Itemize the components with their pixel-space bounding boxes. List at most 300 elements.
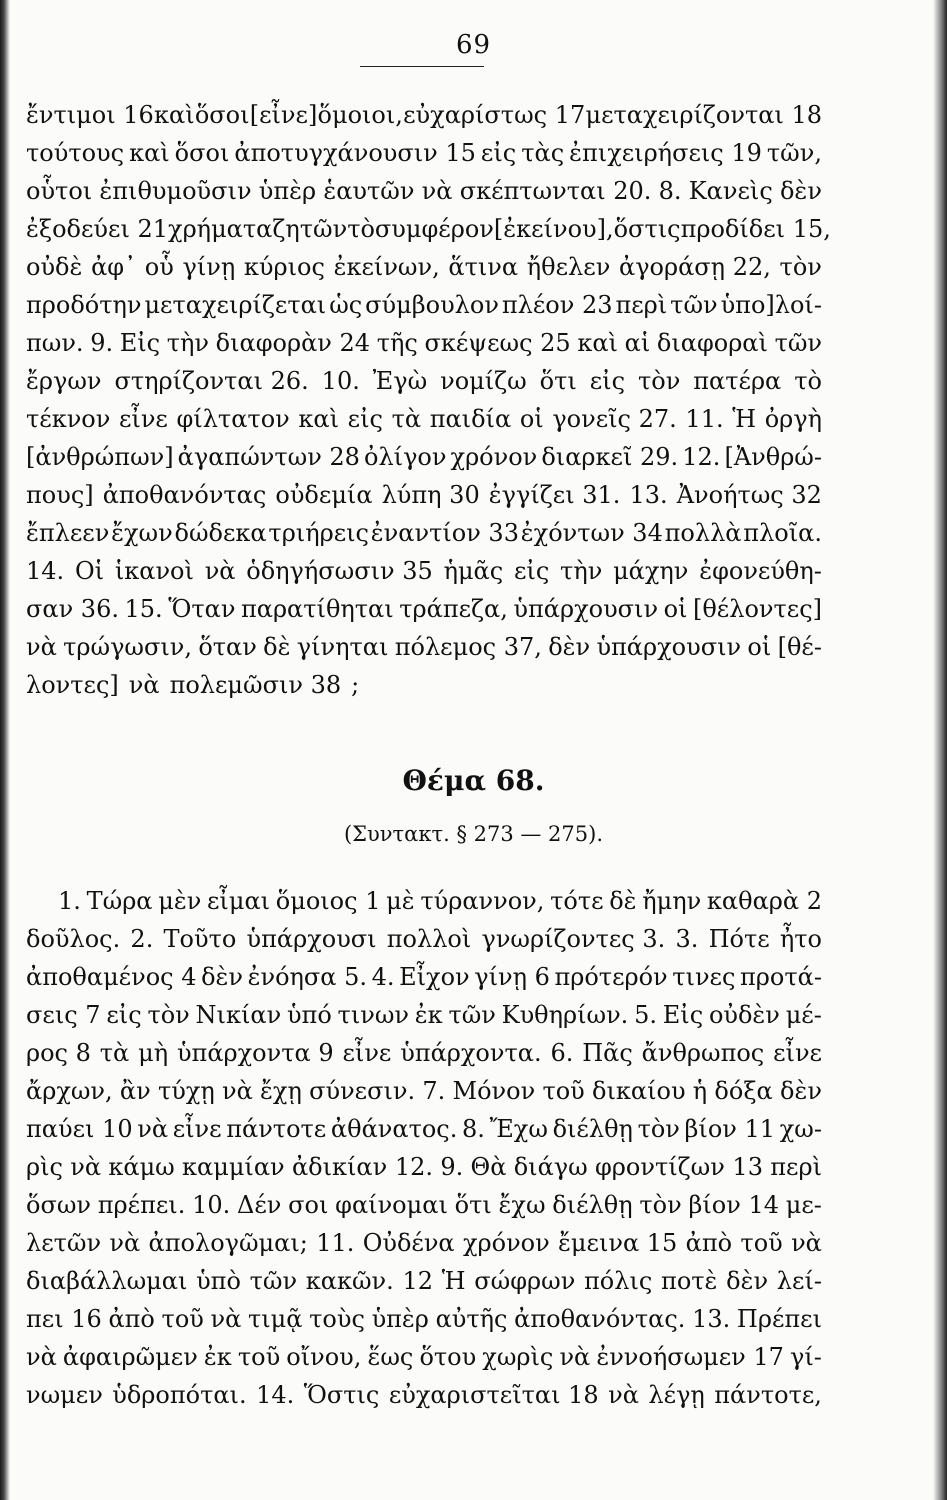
word: τὴν — [166, 329, 210, 357]
word: σκέψεως 25 — [424, 329, 571, 357]
word: καὶ — [577, 329, 618, 357]
word: ὑπὲρ — [371, 1305, 429, 1333]
word: πάντοτε, — [714, 1381, 822, 1409]
word: τῶν — [774, 329, 822, 357]
word: τῶν — [448, 1001, 496, 1029]
word: Ἐγὼ — [372, 367, 428, 395]
word: ὅταν — [198, 633, 257, 661]
word: ὅτου — [419, 1343, 477, 1371]
word: Εἶχον — [399, 963, 470, 991]
word: τότε — [550, 887, 604, 915]
word: ἱκανοὶ — [114, 557, 194, 585]
word: χωρὶς — [482, 1343, 554, 1371]
word: 3. — [675, 925, 699, 953]
word: 13. — [629, 481, 668, 509]
word: χρόνον — [462, 1229, 550, 1257]
word: μὲ — [386, 887, 415, 915]
text-line — [26, 1300, 822, 1338]
section-subtitle: (Συντακτ. § 273 — 275). — [343, 822, 604, 846]
word: 4. — [371, 963, 395, 991]
text-line — [26, 590, 822, 628]
word: ὅστις — [613, 215, 681, 243]
word: τὴν — [560, 557, 603, 585]
word: οὐδὲν — [708, 1001, 780, 1029]
text-line — [26, 134, 822, 172]
word: ἡμᾶς — [443, 557, 504, 585]
word: Εἰς — [662, 1001, 704, 1029]
word: δὲ — [263, 633, 291, 661]
word: 8. — [462, 1115, 485, 1143]
word: κακῶν. — [305, 1267, 394, 1295]
word: νὰ — [128, 671, 160, 699]
word: αἱ — [624, 329, 651, 357]
word: καὶ — [129, 139, 170, 167]
exercise-67-text — [26, 96, 831, 704]
word: πολεμῶσιν 38 — [169, 671, 342, 699]
word: 11. — [685, 405, 724, 433]
word: Ὅστις — [303, 1381, 380, 1409]
word: προδότην — [26, 291, 142, 319]
word: τοῦ — [740, 1229, 783, 1257]
word: σκέπτωνται 20. — [459, 177, 652, 205]
section-title: Θέμα 68. — [402, 764, 545, 797]
word: ὑπάρχουσιν — [513, 595, 659, 623]
word: ἀγοράσῃ 22, — [618, 253, 771, 281]
word: νὰ — [26, 633, 57, 661]
word: Ἔχω — [489, 1115, 548, 1143]
word: γίνηται — [296, 633, 389, 661]
word: χω- — [779, 1115, 822, 1143]
word: καὶ — [298, 405, 339, 433]
word: τράπεζα, — [399, 595, 508, 623]
word: 14. — [26, 557, 65, 585]
word: δὲν — [726, 1267, 769, 1295]
word: 12 — [402, 1267, 434, 1295]
word: ἐχόντων 34 — [520, 519, 663, 547]
word: νωμεν — [26, 1381, 103, 1409]
word: σύνεσιν. — [309, 1077, 416, 1105]
word: Κανεὶς — [688, 177, 773, 205]
word: τὸν — [637, 1115, 680, 1143]
word: ἐπιθυμοῦσιν — [99, 177, 252, 205]
text-line — [26, 172, 822, 210]
text-line — [26, 1034, 822, 1072]
word: ζητῶν — [272, 215, 348, 243]
word: ἀπολογῶμαι; — [148, 1229, 308, 1257]
word: εἰς — [589, 367, 626, 395]
text-line — [26, 628, 822, 666]
word: Νικίαν — [195, 1001, 282, 1029]
word: ἂν — [119, 1077, 151, 1105]
word: οἱ — [519, 405, 544, 433]
text-line — [26, 96, 822, 134]
text-line — [26, 1338, 822, 1376]
word: τῶν, — [766, 139, 822, 167]
word: ἐκ — [414, 1001, 443, 1029]
word: ἤμην — [642, 887, 702, 915]
word: ἑαυτῶν — [323, 177, 415, 205]
word: πους] — [26, 481, 94, 509]
word: τούτους — [26, 139, 125, 167]
word: τῆς — [376, 329, 418, 357]
word: ἐναντίον 33 — [370, 519, 519, 547]
word: Μόνον — [452, 1077, 536, 1105]
text-line — [26, 362, 822, 400]
text-line — [26, 882, 822, 920]
word: τινων — [337, 1001, 409, 1029]
text-line — [26, 552, 822, 590]
word: ὅσοι — [194, 101, 250, 129]
word: ὑπάρχοντα. — [400, 1039, 542, 1067]
word: με- — [785, 1191, 822, 1219]
page-number: 69 — [455, 30, 492, 60]
word: οἱ — [663, 595, 688, 623]
word: τὸν — [147, 1001, 190, 1029]
word: τύχῃ — [157, 1077, 215, 1105]
word: νὰ — [608, 1381, 639, 1409]
word: τύραννον, — [420, 887, 545, 915]
word: Οἱ — [74, 557, 105, 585]
word: ὑπάρχουσιν — [596, 633, 742, 661]
word: παρατίθηται — [240, 595, 394, 623]
word: Οὐδένα — [362, 1229, 455, 1257]
text-line — [26, 1148, 822, 1186]
word: ποτὲ — [661, 1267, 718, 1295]
word: Ἀνοήτως 32 — [676, 481, 822, 509]
word: μεταχειρίζεται — [144, 291, 327, 319]
word: 1. — [58, 887, 81, 915]
word: τὸ — [347, 215, 375, 243]
word: εἶνε — [172, 1115, 222, 1143]
word: ἀποτυγχάνουσιν 15 — [234, 139, 476, 167]
word: ἀποθαμένος 4 — [26, 963, 197, 991]
word: δὲ — [609, 887, 637, 915]
word: διαβάλλωμαι — [26, 1267, 188, 1295]
word: ὑπὸ — [196, 1267, 241, 1295]
word: Εἰς — [119, 329, 161, 357]
word: μεταχειρίζονται 18 — [585, 101, 822, 129]
word: μὲν — [158, 887, 202, 915]
word: παιδία — [429, 405, 512, 433]
word: ὁδηγήσωσιν 35 — [246, 557, 433, 585]
word: τρώγωσιν, — [63, 633, 192, 661]
word: δόξα — [714, 1077, 773, 1105]
text-line — [26, 996, 822, 1034]
word: μέ- — [785, 1001, 822, 1029]
word: [θέλοντες] — [692, 595, 822, 623]
word: ὅτι — [454, 1191, 492, 1219]
word: γίνῃ — [182, 253, 236, 281]
word: 2. — [130, 925, 154, 953]
word: ἔργων — [26, 367, 102, 395]
word: δὲν — [780, 1077, 822, 1105]
text-line — [26, 476, 822, 514]
word: γονεῖς 27. — [552, 405, 677, 433]
word: εἰς — [480, 139, 517, 167]
word: ἔχῃ — [260, 1077, 302, 1105]
word: ἀθάνατος. — [330, 1115, 458, 1143]
word: ἤθελεν — [526, 253, 611, 281]
word: τὸν — [639, 1191, 682, 1219]
word: ἀπὸ — [108, 1305, 155, 1333]
word: νομίζω — [440, 367, 527, 395]
word: Τοῦτο — [163, 925, 237, 953]
word: λετῶν — [26, 1229, 102, 1257]
word: λέγῃ — [648, 1381, 705, 1409]
word: ὑπό — [286, 1001, 332, 1029]
text-line — [26, 1262, 822, 1300]
word: 10. — [192, 1191, 231, 1219]
text-line — [26, 286, 822, 324]
word: αὐτῆς — [435, 1305, 508, 1333]
word: ἀπὸ — [685, 1229, 733, 1257]
word: ἀφαιρῶμεν — [62, 1343, 198, 1371]
word: ὑπὲρ — [258, 177, 317, 205]
word: ἄνθρωπος — [641, 1039, 765, 1067]
word: πων. — [26, 329, 84, 357]
word: 5. — [634, 1001, 657, 1029]
page-right-shadow — [933, 0, 947, 1500]
word: κάμω — [108, 1153, 175, 1181]
word: γνωρίζοντες 3. — [481, 925, 666, 953]
word: ὀλίγον — [364, 443, 447, 471]
word: ὡς — [329, 291, 363, 319]
word: πολλοὶ — [386, 925, 472, 953]
word: ἅτινα — [448, 253, 519, 281]
word: οἱ — [747, 633, 772, 661]
word: πόλεμος 37, — [394, 633, 542, 661]
word: κύριος — [243, 253, 325, 281]
text-line — [26, 438, 822, 476]
word: τινες — [672, 963, 736, 991]
word: εὐχαριστεῖται 18 — [388, 1381, 599, 1409]
word: σύμβουλον — [365, 291, 499, 319]
word: σοι — [288, 1191, 329, 1219]
word: Ἡ — [441, 1267, 466, 1295]
word: ἔχων — [111, 519, 173, 547]
word: πρότερόν — [554, 963, 668, 991]
word: σαν 36. — [26, 595, 119, 623]
word: χρόνον — [450, 443, 538, 471]
word: εὐχαρίστως 17 — [403, 101, 586, 129]
word: 9. — [440, 1153, 464, 1181]
word: [εἶνε] — [249, 101, 318, 129]
word: διαφοραὶ — [656, 329, 768, 357]
word: 15. — [124, 595, 163, 623]
word: ἦτο — [779, 925, 822, 953]
word: 8. — [658, 177, 682, 205]
text-line — [26, 210, 831, 248]
text-line — [26, 958, 822, 996]
word: στηρίζονται 26. — [114, 367, 309, 395]
word: πει 16 — [26, 1305, 102, 1333]
word: ὅμοιοι, — [317, 101, 403, 129]
word: πρέπει. — [97, 1191, 186, 1219]
word: λεί- — [776, 1267, 822, 1295]
word: φροντίζων 13 — [594, 1153, 763, 1181]
word: εἶμαι — [207, 887, 271, 915]
word: 12. — [682, 443, 721, 471]
word: πλέον 23 — [501, 291, 613, 319]
page-number-rule — [360, 66, 484, 67]
word: προδίδει 15, — [680, 215, 831, 243]
text-line — [26, 666, 822, 704]
word: ἔχω — [498, 1191, 546, 1219]
word: γίνῃ 6 — [474, 963, 550, 991]
word: πόλις — [584, 1267, 653, 1295]
word: οὗ — [144, 253, 174, 281]
word: Πᾶς — [582, 1039, 633, 1067]
word: Ὅταν — [168, 595, 236, 623]
word: οἴνου, — [286, 1343, 362, 1371]
word: σώφρων — [474, 1267, 576, 1295]
word: βίον 11 — [684, 1115, 776, 1143]
word: εἰς — [347, 405, 383, 433]
word: νὰ — [137, 1115, 169, 1143]
word: τέκνον — [26, 405, 111, 433]
text-line — [26, 324, 822, 362]
word: δοῦλος. — [26, 925, 121, 953]
word: δὲν — [201, 963, 244, 991]
word: ἀδικίαν 12. — [291, 1153, 434, 1181]
word: εἰς — [106, 1001, 142, 1029]
word: 11. — [316, 1229, 355, 1257]
word: τὰς — [521, 139, 565, 167]
word: διέλθῃ — [552, 1191, 633, 1219]
word: οὐδὲ — [26, 253, 83, 281]
word: εἶνε — [342, 1039, 392, 1067]
word: διαφορὰν 24 — [215, 329, 371, 357]
word: Δέν — [237, 1191, 282, 1219]
word: οὗτοι — [26, 177, 93, 205]
word: νὰ — [210, 1305, 242, 1333]
word: δώδεκα — [174, 519, 267, 547]
word: Κυθηρίων. — [501, 1001, 629, 1029]
word: τριήρεις — [268, 519, 369, 547]
page-left-shadow — [0, 0, 10, 1500]
word: συμφέρον — [374, 215, 494, 243]
word: νὰ — [109, 1229, 141, 1257]
word: διέλθῃ — [552, 1115, 633, 1143]
word: φαίνομαι — [335, 1191, 448, 1219]
word: νὰ — [204, 557, 236, 585]
word: ὅσων — [26, 1191, 91, 1219]
word: ὑπάρχοντα 9 — [176, 1039, 334, 1067]
word: ὅμοιος 1 — [275, 887, 381, 915]
word: νὰ — [791, 1229, 822, 1257]
word: φίλτατον — [176, 405, 290, 433]
text-line — [26, 1186, 822, 1224]
text-line — [26, 1072, 822, 1110]
word: γί- — [790, 1343, 822, 1371]
word: λοντες] — [26, 671, 119, 699]
word: ὑδροπόται. — [112, 1381, 247, 1409]
text-line — [26, 248, 822, 286]
word: περὶ — [615, 291, 668, 319]
text-line — [26, 400, 822, 438]
word: τῶν — [670, 291, 718, 319]
word: ἀφ᾽ — [91, 253, 137, 281]
word: βίον 14 — [688, 1191, 779, 1219]
word: ἐπιχειρήσεις 19 — [569, 139, 762, 167]
word: τὸν — [779, 253, 822, 281]
word: τὸ — [794, 367, 822, 395]
word: ὑπάρχουσι — [246, 925, 377, 953]
word: τοῦ — [237, 1343, 281, 1371]
word: νὰ — [26, 1343, 57, 1371]
word: 7. — [422, 1077, 446, 1105]
word: Πότε — [708, 925, 770, 953]
word: εἰς — [513, 557, 550, 585]
word: παύει 10 — [26, 1115, 133, 1143]
text-line — [26, 1376, 822, 1414]
word: πάντοτε — [226, 1115, 327, 1143]
word: νὰ — [421, 177, 453, 205]
word: 10. — [321, 367, 360, 395]
word: μὴ — [138, 1039, 169, 1067]
word: εἶνε — [118, 405, 168, 433]
word: ἐξοδεύει 21 — [26, 215, 169, 243]
word: καθαρὰ 2 — [706, 887, 822, 915]
word: δὲν — [548, 633, 591, 661]
word: πατέρα — [693, 367, 782, 395]
word: ὀργὴ — [764, 405, 822, 433]
word: [ἀνθρώπων] — [26, 443, 174, 471]
text-line — [26, 514, 822, 552]
word: ; — [351, 671, 360, 699]
word: χρήματα — [168, 215, 273, 243]
word: νὰ — [70, 1153, 102, 1181]
word: τοῦ — [161, 1305, 204, 1333]
word: ἐγγίζει 31. — [488, 481, 621, 509]
word: περὶ — [770, 1153, 822, 1181]
word: ἕως — [367, 1343, 414, 1371]
word: ἐνόησα 5. — [247, 963, 368, 991]
word: ρος 8 — [26, 1039, 91, 1067]
word: διαρκεῖ 29. — [541, 443, 679, 471]
word: πλοῖα. — [743, 519, 822, 547]
word: ὅτι — [539, 367, 577, 395]
word: νὰ — [559, 1343, 591, 1371]
word: ἀποθανόντας. — [514, 1305, 686, 1333]
exercise-68-text — [26, 882, 822, 1414]
word: ἐκείνων, — [333, 253, 440, 281]
word: δικαίου — [592, 1077, 686, 1105]
word: ἡ — [692, 1077, 708, 1105]
word: Ἡ — [732, 405, 757, 433]
word: διάγω — [513, 1153, 588, 1181]
word: 14. — [256, 1381, 295, 1409]
word: μάχην — [613, 557, 689, 585]
word: τῶν — [249, 1267, 298, 1295]
text-line — [26, 920, 822, 958]
word: τοὺς — [309, 1305, 365, 1333]
word: καμμίαν — [182, 1153, 285, 1181]
word: [ἐκείνου], — [493, 215, 614, 243]
word: Θὰ — [470, 1153, 507, 1181]
word: λύπη 30 — [381, 481, 480, 509]
word: ρὶς — [26, 1153, 63, 1181]
word: ἀποθανόντας — [102, 481, 267, 509]
word: ἄρχων, — [26, 1077, 113, 1105]
word: σεις 7 — [26, 1001, 101, 1029]
word: Τώρα — [86, 887, 153, 915]
word: ἐκ — [203, 1343, 232, 1371]
word: ἔντιμοι 16 — [26, 101, 154, 129]
word: 6. — [550, 1039, 574, 1067]
word: Πρέπει — [736, 1305, 822, 1333]
word: [θέ- — [777, 633, 822, 661]
